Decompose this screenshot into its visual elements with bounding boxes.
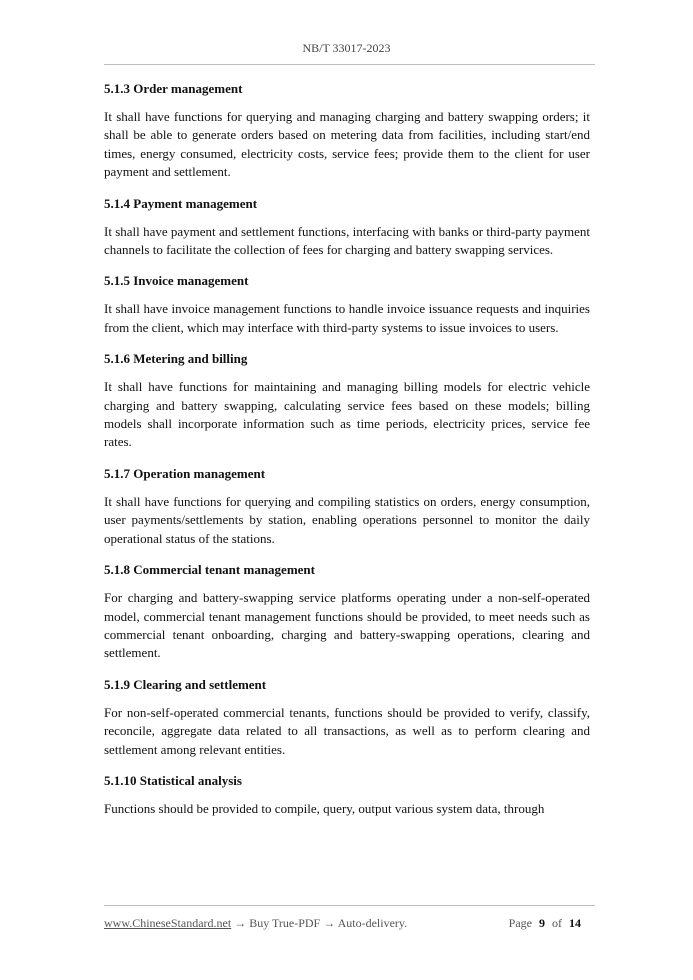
section-5-1-7: [104, 465, 590, 548]
page-current: 9: [539, 916, 545, 930]
section-5-1-8: [104, 561, 590, 663]
page-total: 14: [569, 916, 581, 930]
section-heading: 5.1.9 Clearing and settlement: [104, 676, 267, 692]
auto-delivery-text: Auto-delivery.: [337, 916, 408, 930]
section-paragraph: Functions should be provided to compile, query, output various system data, through: [104, 800, 545, 816]
page-header: NB/T 33017-2023: [302, 41, 391, 55]
page-body: [104, 80, 590, 818]
buy-true-pdf-link[interactable]: Buy True-PDF: [249, 916, 321, 930]
section-5-1-6: [104, 350, 590, 452]
section-heading: 5.1.7 Operation management: [104, 465, 266, 481]
footer-promo: [104, 916, 407, 931]
section-paragraph: It shall have functions for querying and compiling statistics on orders, energy consumption, user payments/settlements by station, enabling operations personnel to monitor the daily operational status of the stations.: [104, 493, 590, 546]
section-5-1-5: [104, 272, 590, 337]
page-label: Page: [508, 916, 532, 930]
site-link[interactable]: www.ChineseStandard.net: [104, 916, 232, 930]
section-heading: 5.1.4 Payment management: [104, 195, 258, 211]
section-paragraph: It shall have functions for maintaining and managing billing models for electric vehicle charging and battery swapping, calculating service fees based on these models; billing models shall incorporate information such as time periods, electricity prices, service fee rates.: [104, 379, 590, 450]
arrow-right-icon: →: [323, 916, 336, 930]
section-heading: 5.1.3 Order management: [104, 81, 243, 96]
section-heading: 5.1.10 Statistical analysis: [104, 772, 242, 788]
footer-divider: [104, 905, 595, 906]
page-of: of: [552, 916, 562, 930]
arrow-right-icon: →: [234, 916, 247, 930]
section-paragraph: It shall have functions for querying and managing charging and battery swapping orders; it shall be able to generate orders based on metering data from facilities, including start/end times, energy consumed, electricity costs, service fees; provide them to the client for user payment and settlement.: [104, 109, 590, 180]
section-heading: 5.1.8 Commercial tenant management: [104, 562, 315, 578]
section-heading: 5.1.6 Metering and billing: [104, 351, 248, 367]
header-divider: [104, 64, 595, 65]
section-paragraph: It shall have invoice management functions to handle invoice issuance requests and inquiries from the client, which may interface with third-party systems to issue invoices to users.: [104, 301, 590, 335]
section-5-1-10: [104, 772, 590, 818]
section-heading: 5.1.5 Invoice management: [104, 273, 249, 289]
section-5-1-9: [104, 676, 590, 759]
section-5-1-3: [104, 80, 590, 182]
section-paragraph: For non-self-operated commercial tenants, functions should be provided to verify, classify, reconcile, aggregate data related to all transactions, as well as to perform clearing and settlement among relevant entities.: [104, 704, 590, 757]
section-paragraph: For charging and battery-swapping service platforms operating under a non-self-operated model, commercial tenant management functions should be provided, to meet needs such as commercial tenant onboarding, charging and battery-swapping operations, clearing and settlement.: [104, 590, 590, 661]
section-paragraph: It shall have payment and settlement functions, interfacing with banks or third-party payment channels to facilitate the collection of fees for charging and battery swapping services.: [104, 223, 590, 258]
page-number: [509, 916, 585, 931]
section-5-1-4: [104, 195, 590, 260]
